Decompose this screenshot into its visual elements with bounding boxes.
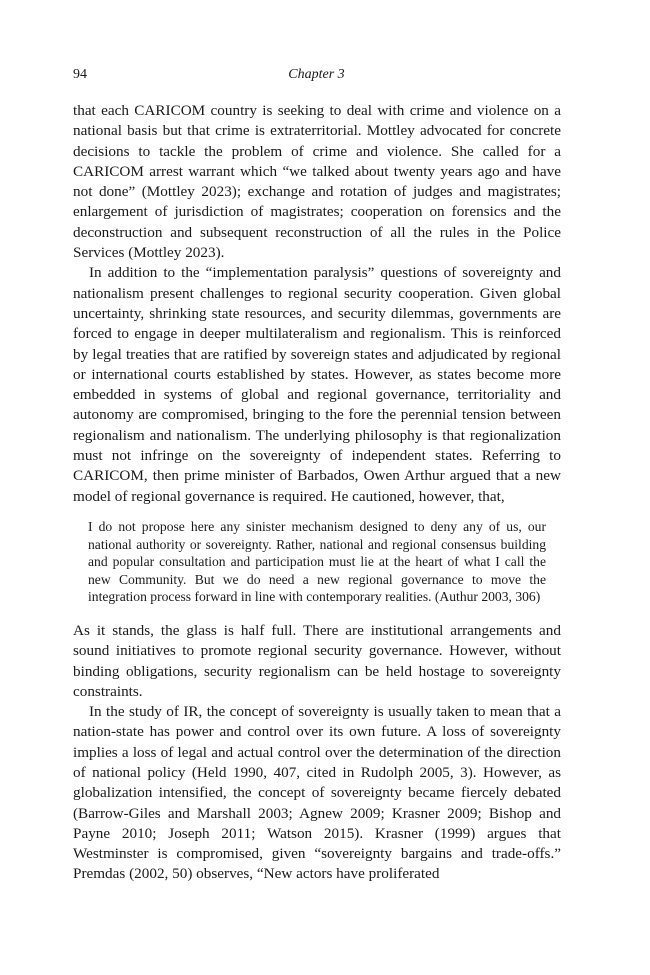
chapter-title: Chapter 3 (288, 67, 345, 82)
paragraph-continued: that each CARICOM country is seeking to deal with crime and violence on a national basis but that crime is extraterritorial. Mottley advocated for concrete decisions to tackle the problem of crime and violence. She called for a CARICOM arrest warrant which “we talked about twenty years ago and have not done” (Mottley 2023); exchange and rotation of judges and magistrates; enlargement of jurisdiction of magistrates; cooperation on forensics and the deconstruction and subsequent reconstruction of all the rules in the Police Services (Mottley 2023). (73, 102, 561, 262)
page-number: 94 (73, 67, 87, 82)
block-quote-arthur: I do not propose here any sinister mechanism designed to deny any of us, our national authority or sovereignty. Rather, national and regional consensus building and popular consultation and participation must lie at the heart of what I call the new Community. But we do need a new regional governance to move the integration process forward in line with contemporary realities. (Authur 2003, 306) (88, 518, 546, 605)
paragraph-glass-half-full: As it stands, the glass is half full. There are institutional arrangements and sound initiatives to promote regional security governance. However, without binding obligations, security regionalism can be held hostage to sovereignty constraints. (73, 621, 561, 700)
running-head (73, 67, 560, 87)
paragraph-sovereignty-nationalism: In addition to the “implementation paralysis” questions of sovereignty and nationalism present challenges to regional security cooperation. Given global uncertainty, shrinking state resources, and security dilemmas, governments are forced to engage in deeper multilateralism and regionalism. This is reinforced by legal treaties that are ratified by sovereign states and adjudicated by regional or international courts established by states. However, as states become more embedded in systems of global and regional governance, territoriality and autonomy are compromised, bringing to the fore the perennial tension between regionalism and nationalism. The underlying philosophy is that regionalization must not infringe on the sovereignty of independent states. Referring to CARICOM, then prime minister of Barbados, Owen Arthur argued that a new model of regional governance is required. He cautioned, however, that, (73, 264, 561, 505)
page-body (73, 101, 561, 885)
paragraph-concept-of-sovereignty: In the study of IR, the concept of sovereignty is usually taken to mean that a nation-state has power and control over its own future. A loss of sovereignty implies a loss of legal and actual control over the determination of the direction of national policy (Held 1990, 407, cited in Rudolph 2005, 3). However, as globalization intensified, the concept of sovereignty became fiercely debated (Barrow-Giles and Marshall 2003; Agnew 2009; Krasner 2009; Bishop and Payne 2010; Joseph 2011; Watson 2015). Krasner (1999) argues that Westminster is compromised, given “sovereignty bargains and trade-offs.” Premdas (2002, 50) observes, “New actors have proliferated (73, 703, 561, 883)
